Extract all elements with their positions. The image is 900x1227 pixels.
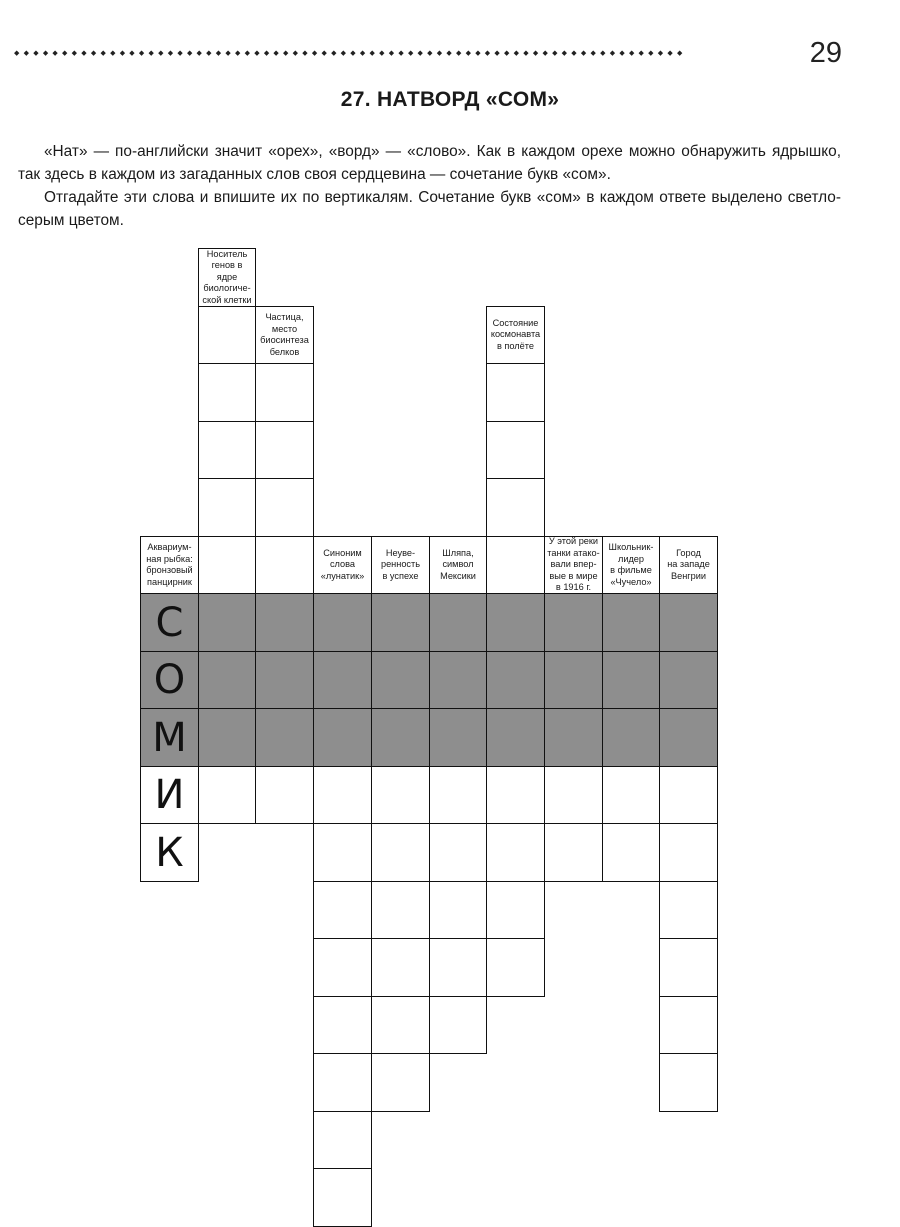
clue-text: Частица, место биосинтеза белков: [260, 312, 309, 357]
clue-cell: [140, 536, 199, 594]
clue-cell: [486, 306, 545, 364]
answer-letter: С: [155, 599, 184, 646]
answer-letter: М: [152, 714, 187, 761]
answer-cell[interactable]: [255, 593, 314, 652]
answer-cell[interactable]: [429, 938, 487, 997]
answer-cell[interactable]: [429, 708, 487, 767]
answer-cell[interactable]: [544, 766, 603, 824]
answer-cell[interactable]: [313, 708, 372, 767]
answer-cell[interactable]: [486, 536, 545, 594]
answer-letter: К: [155, 829, 184, 876]
answer-letter-cell[interactable]: [140, 823, 199, 882]
answer-cell[interactable]: [486, 881, 545, 939]
answer-cell[interactable]: [198, 651, 256, 709]
clue-cell: [313, 536, 372, 594]
answer-cell[interactable]: [371, 708, 430, 767]
answer-cell[interactable]: [198, 363, 256, 422]
answer-cell[interactable]: [371, 651, 430, 709]
answer-cell[interactable]: [371, 593, 430, 652]
answer-cell[interactable]: [486, 478, 545, 537]
clue-text: Шляпа, символ Мексики: [440, 547, 476, 581]
answer-letter-cell[interactable]: [140, 651, 199, 709]
answer-cell[interactable]: [602, 823, 660, 882]
answer-cell[interactable]: [255, 421, 314, 479]
answer-cell[interactable]: [544, 708, 603, 767]
answer-cell[interactable]: [313, 1111, 372, 1169]
instructions-paragraph-2: Отгадайте эти слова и впишите их по вертикалям. Сочетание букв «сом» в каждом ответе выделено светло-серым цветом.: [18, 189, 841, 229]
answer-cell[interactable]: [371, 881, 430, 939]
answer-cell[interactable]: [486, 651, 545, 709]
answer-cell[interactable]: [198, 766, 256, 824]
answer-cell[interactable]: [659, 996, 718, 1054]
answer-cell[interactable]: [486, 823, 545, 882]
answer-cell[interactable]: [429, 593, 487, 652]
answer-cell[interactable]: [371, 823, 430, 882]
page-title: 27. НАТВОРД «СОМ»: [340, 88, 560, 111]
clue-cell: [602, 536, 660, 594]
answer-cell[interactable]: [486, 593, 545, 652]
answer-cell[interactable]: [602, 766, 660, 824]
decorative-dot-border: ◆ ◆ ◆ ◆ ◆ ◆ ◆ ◆ ◆ ◆ ◆ ◆ ◆ ◆ ◆ ◆ ◆ ◆ ◆ ◆ ◆ ◆ ◆ ◆ ◆ ◆ ◆ ◆ ◆ ◆ ◆ ◆ ◆ ◆ ◆ ◆ ◆ ◆ ◆ ◆ ◆ ◆ ◆ ◆ ◆ ◆ ◆ ◆ ◆ ◆ ◆ ◆ ◆ ◆ ◆ ◆ ◆ ◆ ◆ ◆ ◆ ◆ ◆ ◆ ◆ ◆ ◆ ◆ ◆ ◆: [14, 49, 684, 57]
answer-cell[interactable]: [313, 1053, 372, 1112]
clue-text: Носитель генов в ядре биологиче- ской клетки: [202, 248, 252, 305]
clue-text: Школьник- лидер в фильме «Чучело»: [608, 542, 654, 587]
answer-cell[interactable]: [659, 938, 718, 997]
clue-text: Синоним слова «лунатик»: [320, 547, 365, 581]
answer-cell[interactable]: [255, 536, 314, 594]
answer-cell[interactable]: [659, 651, 718, 709]
clue-cell: [198, 248, 256, 307]
answer-cell[interactable]: [659, 708, 718, 767]
answer-cell[interactable]: [198, 708, 256, 767]
answer-cell[interactable]: [544, 593, 603, 652]
answer-cell[interactable]: [429, 766, 487, 824]
answer-letter-cell[interactable]: [140, 708, 199, 767]
answer-cell[interactable]: [486, 766, 545, 824]
answer-cell[interactable]: [544, 651, 603, 709]
answer-cell[interactable]: [602, 593, 660, 652]
answer-cell[interactable]: [255, 478, 314, 537]
answer-cell[interactable]: [313, 651, 372, 709]
answer-cell[interactable]: [313, 1168, 372, 1227]
answer-cell[interactable]: [313, 766, 372, 824]
answer-cell[interactable]: [659, 823, 718, 882]
answer-cell[interactable]: [371, 938, 430, 997]
clue-cell: [255, 306, 314, 364]
answer-cell[interactable]: [198, 421, 256, 479]
answer-cell[interactable]: [371, 766, 430, 824]
clue-text: Аквариум- ная рыбка: бронзовый панцирник: [146, 542, 193, 587]
clue-cell: [659, 536, 718, 594]
answer-cell[interactable]: [371, 996, 430, 1054]
answer-letter-cell[interactable]: [140, 766, 199, 824]
answer-cell[interactable]: [659, 593, 718, 652]
answer-cell[interactable]: [313, 996, 372, 1054]
answer-letter: И: [154, 772, 185, 818]
answer-cell[interactable]: [602, 651, 660, 709]
clue-text: Состояние космонавта в полёте: [490, 317, 541, 351]
answer-letter-cell[interactable]: [140, 593, 199, 652]
answer-cell[interactable]: [486, 363, 545, 422]
answer-cell[interactable]: [313, 593, 372, 652]
clue-cell: [429, 536, 487, 594]
clue-cell: [544, 536, 603, 594]
answer-cell[interactable]: [602, 708, 660, 767]
answer-cell[interactable]: [659, 766, 718, 824]
answer-cell[interactable]: [313, 938, 372, 997]
answer-cell[interactable]: [198, 478, 256, 537]
answer-cell[interactable]: [659, 1053, 718, 1112]
clue-cell: [371, 536, 430, 594]
answer-cell[interactable]: [255, 651, 314, 709]
answer-cell[interactable]: [255, 363, 314, 422]
clue-text: Город на западе Венгрии: [667, 547, 710, 581]
answer-cell[interactable]: [313, 823, 372, 882]
answer-cell[interactable]: [429, 881, 487, 939]
answer-cell[interactable]: [429, 651, 487, 709]
answer-cell[interactable]: [486, 938, 545, 997]
answer-cell[interactable]: [198, 593, 256, 652]
answer-cell[interactable]: [255, 766, 314, 824]
answer-cell[interactable]: [371, 1053, 430, 1112]
clue-text: У этой реки танки атако- вали впер- вые в мире в 1916 г.: [547, 536, 600, 593]
answer-cell[interactable]: [255, 708, 314, 767]
answer-cell[interactable]: [486, 421, 545, 479]
answer-cell[interactable]: [429, 996, 487, 1054]
answer-cell[interactable]: [429, 823, 487, 882]
answer-cell[interactable]: [198, 536, 256, 594]
answer-cell[interactable]: [198, 306, 256, 364]
instructions-paragraph-1: «Нат» — по-английски значит «орех», «ворд» — «слово». Как в каждом орехе можно обнаружить ядрышко, так здесь в каждом из загаданных слов своя сердцевина — сочетание букв «сом».: [18, 143, 841, 183]
answer-letter: О: [153, 657, 186, 703]
answer-cell[interactable]: [486, 708, 545, 767]
clue-text: Неуве- ренность в успехе: [380, 547, 421, 581]
answer-cell[interactable]: [544, 823, 603, 882]
answer-cell[interactable]: [659, 881, 718, 939]
answer-cell[interactable]: [313, 881, 372, 939]
page-number: 29: [809, 37, 842, 69]
